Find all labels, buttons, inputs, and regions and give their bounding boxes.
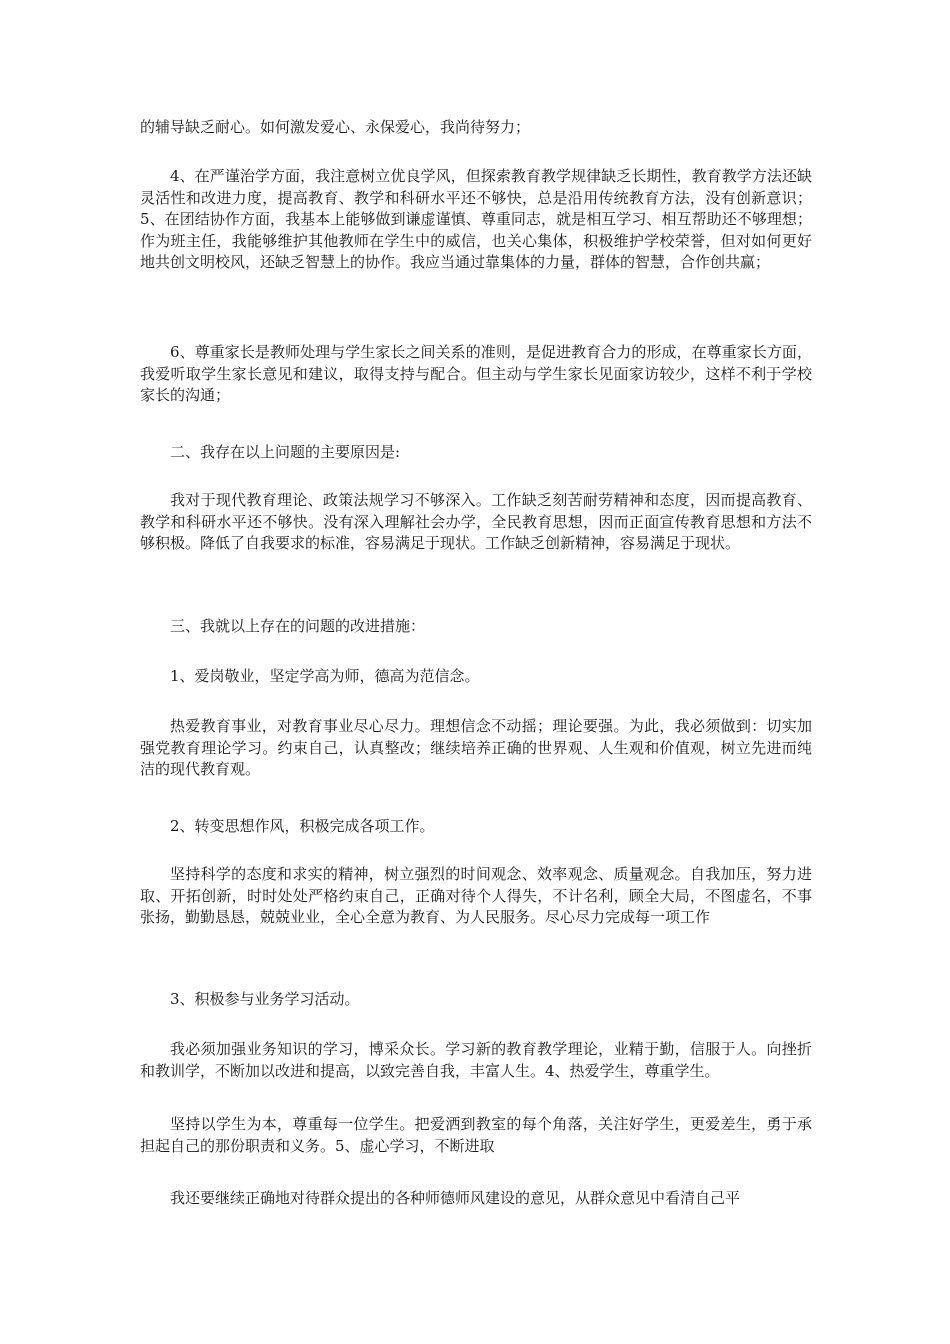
measure-heading-2: 2、转变思想作风，积极完成各项工作。 [170, 817, 435, 835]
document-page [140, 0, 812, 1344]
paragraph-6: 坚持科学的态度和求实的精神，树立强烈的时间观念、效率观念、质量观念。自我加压，努力进取、开拓创新，时时处处严格约束自己，正确对待个人得失，不计名利，顾全大局，不图虚名，不事张扬，勤勤恳恳，兢兢业业，全心全意为教育、为人民服务。尽心尽力完成每一项工作 [140, 865, 812, 927]
section-heading-3: 三、我就以上存在的问题的改进措施： [170, 617, 426, 635]
paragraph-8: 坚持以学生为本，尊重每一位学生。把爱洒到教室的每个角落，关注好学生，更爱差生，勇于承担起自己的那份职责和义务。5、虚心学习，不断进取 [140, 1115, 812, 1155]
paragraph-4: 我对于现代教育理论、政策法规学习不够深入。工作缺乏刻苦耐劳精神和态度，因而提高教育、教学和科研水平还不够快。没有深入理解社会办学，全民教育思想，因而正面宣传教育思想和方法不够积极。降低了自我要求的标准，容易满足于现状。工作缺乏创新精神，容易满足于现状。 [140, 491, 812, 553]
paragraph-5: 热爱教育事业，对教育事业尽心尽力。理想信念不动摇；理论要强。为此，我必须做到：切实加强党教育理论学习。约束自己，认真整改；继续培养正确的世界观、人生观和价值观，树立先进而纯洁的现代教育观。 [140, 717, 812, 779]
paragraph-1: 的辅导缺乏耐心。如何激发爱心、永保爱心，我尚待努力； [140, 118, 531, 136]
section-heading-2: 二、我存在以上问题的主要原因是: [170, 443, 401, 461]
paragraph-2: 4、在严谨治学方面，我注意树立优良学风，但探索教育教学规律缺乏长期性，教育教学方法还缺灵活性和改进力度，提高教育、教学和科研水平还不够快，总是沿用传统教育方法，没有创新意识；5、在团结协作方面，我基本上能够做到谦虚谨慎、尊重同志，就是相互学习、相互帮助还不够理想；作为班主任，我能够维护其他教师在学生中的威信，也关心集体，积极维护学校荣誉，但对如何更好地共创文明校风，还缺乏智慧上的协作。我应当通过靠集体的力量，群体的智慧，合作创共赢； [140, 167, 812, 272]
paragraph-9: 我还要继续正确地对待群众提出的各种师德师风建设的意见，从群众意见中看清自己平 [170, 1189, 741, 1207]
measure-heading-3: 3、积极参与业务学习活动。 [170, 990, 360, 1008]
measure-heading-1: 1、爱岗敬业，坚定学高为师，德高为范信念。 [170, 667, 480, 685]
paragraph-7: 我必须加强业务知识的学习，博采众长。学习新的教育教学理论，业精于勤，信服于人。向挫折和教训学，不断加以改进和提高，以致完善自我，丰富人生。4、热爱学生，尊重学生。 [140, 1040, 812, 1080]
paragraph-3: 6、尊重家长是教师处理与学生家长之间关系的准则，是促进教育合力的形成，在尊重家长方面，我爱听取学生家长意见和建议，取得支持与配合。但主动与学生家长见面家访较少，这样不利于学校家长的沟通； [140, 343, 812, 405]
